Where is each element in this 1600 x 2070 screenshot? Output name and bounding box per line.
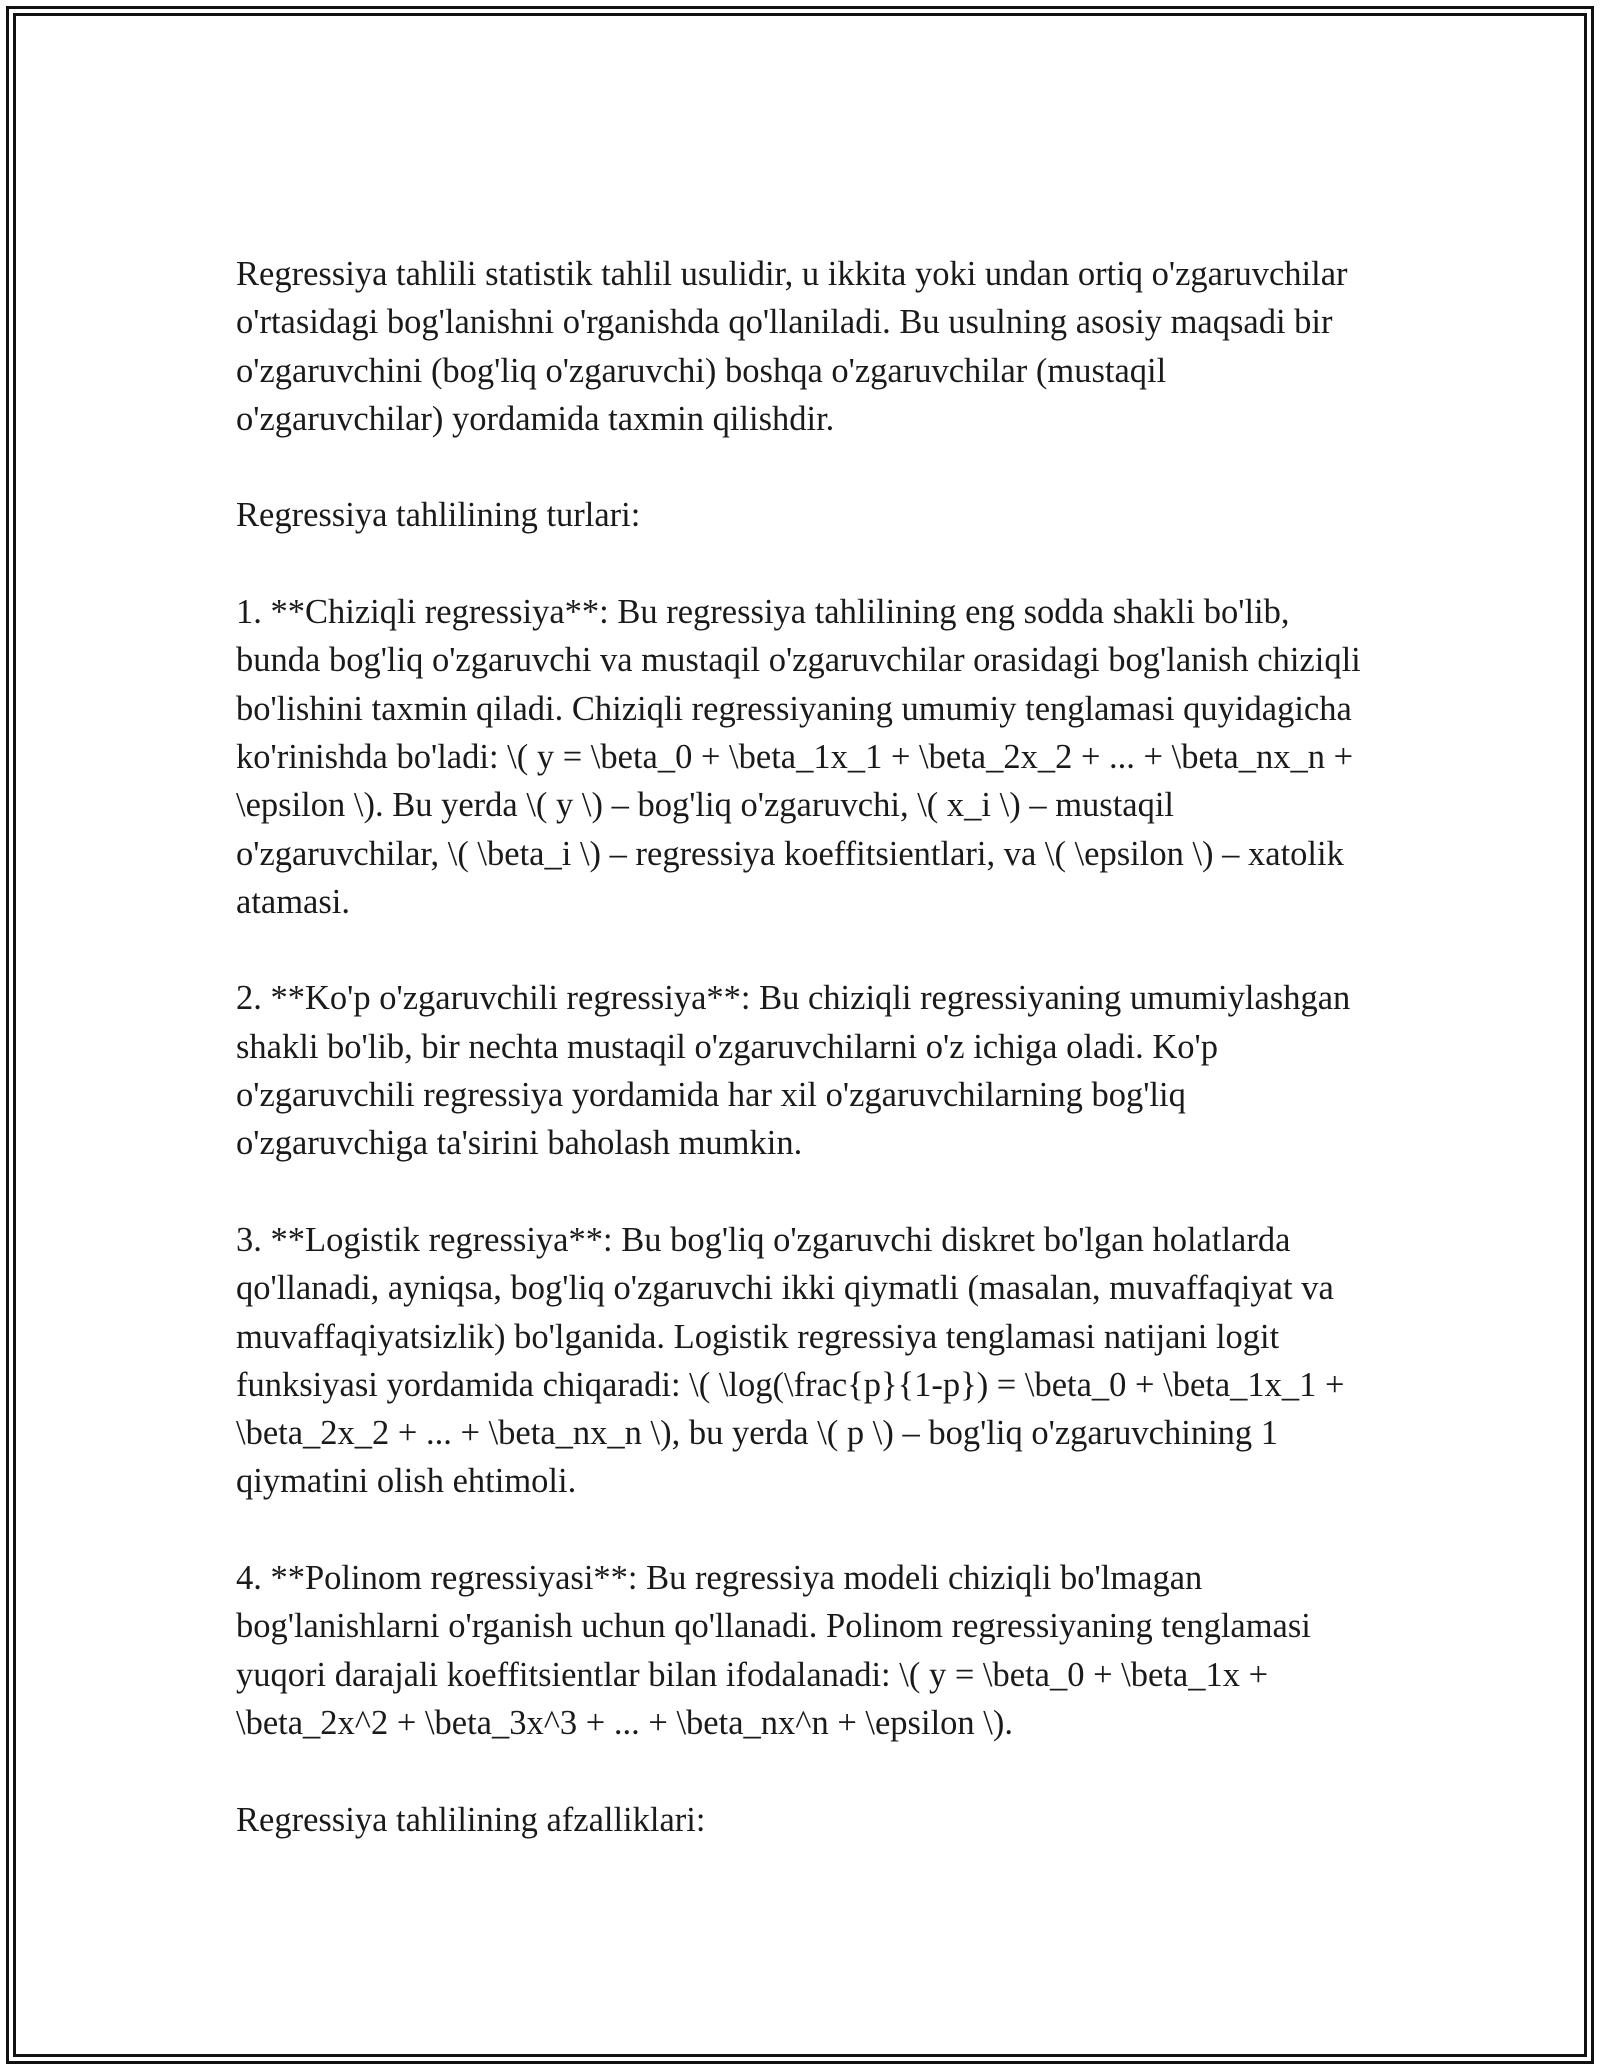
paragraph-linear-regression: 1. **Chiziqli regressiya**: Bu regressiya tahlilining eng sodda shakli bo'lib, bunda bog'liq o'zgaruvchi va mustaqil o'zgaruvchilar orasidagi bog'lanish chiziqli bo'lishini taxmin qiladi. Chiziqli regressiyaning umumiy tenglamasi quyidagicha ko'rinishda bo'ladi: \( y = \beta_0 + \beta_1x_1 + \beta_2x_2 + ... + \beta_nx_n + \epsilon \). Bu yerda \( y \) – bog'liq o'zgaruvchi, \( x_i \) – mustaqil o'zgaruvchilar, \( \beta_i \) – regressiya koeffitsientlari, va \( \epsilon \) – xatolik atamasi.: [236, 593, 1361, 921]
document-body: [236, 250, 1376, 1844]
paragraph-intro: Regressiya tahlili statistik tahlil usulidir, u ikkita yoki undan ortiq o'zgaruvchilar o'rtasidagi bog'lanishni o'rganishda qo'llaniladi. Bu usulning asosiy maqsadi bir o'zgaruvchini (bog'liq o'zgaruvchi) boshqa o'zgaruvchilar (mustaqil o'zgaruvchilar) yordamida taxmin qilishdir.: [236, 255, 1348, 438]
paragraph-logistic-regression: 3. **Logistik regressiya**: Bu bog'liq o'zgaruvchi diskret bo'lgan holatlarda qo'llanadi, ayniqsa, bog'liq o'zgaruvchi ikki qiymatli (masalan, muvaffaqiyat va muvaffaqiyatsizlik) bo'lganida. Logistik regressiya tenglamasi natijani logit funksiyasi yordamida chiqaradi: \( \log(\frac{p}{1-p}) = \beta_0 + \beta_1x_1 + \beta_2x_2 + ... + \beta_nx_n \), bu yerda \( p \) – bog'liq o'zgaruvchining 1 qiymatini olish ehtimoli.: [236, 1220, 1345, 1501]
paragraph-multiple-regression: 2. **Ko'p o'zgaruvchili regressiya**: Bu chiziqli regressiyaning umumiylashgan shakli bo'lib, bir nechta mustaqil o'zgaruvchilarni o'z ichiga oladi. Ko'p o'zgaruvchili regressiya yordamida har xil o'zgaruvchilarning bog'liq o'zgaruvchiga ta'sirini baholash mumkin.: [236, 979, 1351, 1163]
paragraph-advantages-heading: Regressiya tahlilining afzalliklari:: [236, 1800, 706, 1839]
paragraph-polynomial-regression: 4. **Polinom regressiyasi**: Bu regressiya modeli chiziqli bo'lmagan bog'lanishlarni o'rganish uchun qo'llanadi. Polinom regressiyaning tenglamasi yuqori darajali koeffitsientlar bilan ifodalanadi: \( y = \beta_0 + \beta_1x + \beta_2x^2 + \beta_3x^3 + ... + \beta_nx^n + \epsilon \).: [236, 1559, 1311, 1742]
paragraph-types-heading: Regressiya tahlilining turlari:: [236, 496, 641, 535]
